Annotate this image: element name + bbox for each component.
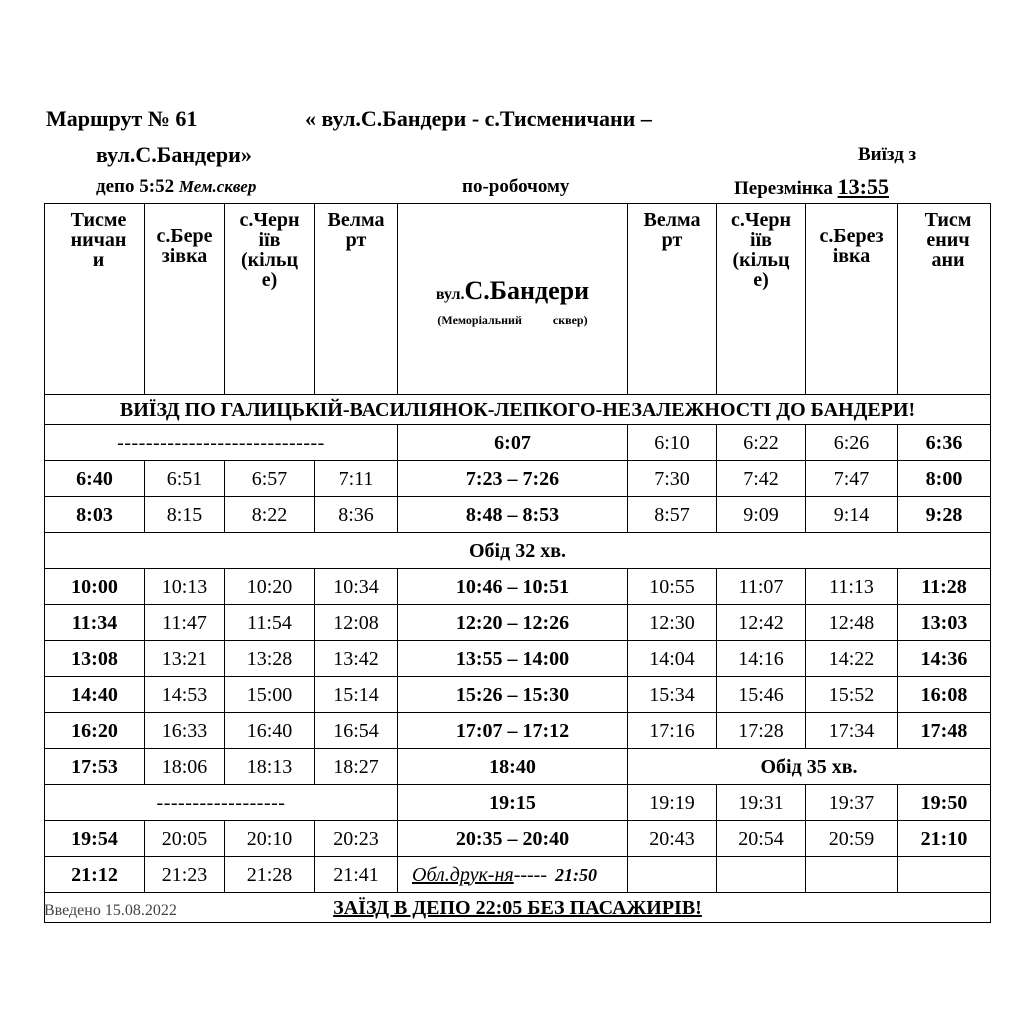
time-cell: 20:43	[628, 821, 717, 857]
time-cell: 12:48	[806, 605, 898, 641]
col-header-tysmenychany: Тисме ничан и	[45, 204, 145, 395]
table-row	[45, 677, 991, 713]
depot-line	[96, 176, 256, 198]
center-time: 12:20 – 12:26	[398, 605, 628, 641]
time-cell: 19:31	[717, 785, 806, 821]
time-cell: 19:37	[806, 785, 898, 821]
time-cell-start: 10:00	[45, 569, 145, 605]
time-cell-start: 14:40	[45, 677, 145, 713]
table-row	[45, 497, 991, 533]
time-cell-start: 13:08	[45, 641, 145, 677]
clipped-footnote: Введено 15.08.2022	[44, 902, 177, 919]
time-cell-end: 9:28	[898, 497, 991, 533]
table-row	[45, 857, 991, 893]
time-cell: 21:28	[225, 857, 315, 893]
time-cell-end: 17:48	[898, 713, 991, 749]
exit-label: Виїзд з	[858, 144, 917, 165]
table-row	[45, 821, 991, 857]
print-shop-note: Обл.друк-ня----- 21:50	[398, 857, 628, 893]
time-cell: 14:22	[806, 641, 898, 677]
time-cell: 11:07	[717, 569, 806, 605]
time-cell: 20:59	[806, 821, 898, 857]
table-row	[45, 605, 991, 641]
center-time: 17:07 – 17:12	[398, 713, 628, 749]
col-header-bandery: вул.С.Бандери (Меморіальний сквер)	[398, 204, 628, 395]
center-time: 18:40	[398, 749, 628, 785]
depot-place: Мем.сквер	[178, 177, 257, 196]
time-cell-end: 11:28	[898, 569, 991, 605]
time-cell-start: 19:54	[45, 821, 145, 857]
route-description-line2: вул.С.Бандери»	[96, 142, 252, 167]
time-cell: 18:06	[145, 749, 225, 785]
time-cell: 21:41	[315, 857, 398, 893]
empty-cell	[628, 857, 717, 893]
empty-dashes: -----------------------------	[45, 425, 398, 461]
table-row	[45, 713, 991, 749]
lunch-break: Обід 32 хв.	[45, 533, 991, 569]
time-cell: 7:30	[628, 461, 717, 497]
time-cell: 15:00	[225, 677, 315, 713]
route-banner: ВИЇЗД ПО ГАЛИЦЬКІЙ-ВАСИЛІЯНОК-ЛЕПКОГО-НЕЗАЛЕЖНОСТІ ДО БАНДЕРИ!	[45, 395, 991, 425]
time-cell: 7:11	[315, 461, 398, 497]
time-cell: 18:27	[315, 749, 398, 785]
time-cell: 16:33	[145, 713, 225, 749]
time-cell-end: 13:03	[898, 605, 991, 641]
time-cell: 6:26	[806, 425, 898, 461]
col-header-velmart: Велма рт	[315, 204, 398, 395]
banner-row	[45, 395, 991, 425]
time-cell-end: 21:10	[898, 821, 991, 857]
table-row	[45, 749, 991, 785]
table-row	[45, 569, 991, 605]
lunch-row	[45, 533, 991, 569]
time-cell: 10:20	[225, 569, 315, 605]
time-cell: 20:54	[717, 821, 806, 857]
center-time: 15:26 – 15:30	[398, 677, 628, 713]
col-header-cherniiv-return: с.Черн іїв (кільц е)	[717, 204, 806, 395]
time-cell: 13:42	[315, 641, 398, 677]
depot-return-note: ЗАЇЗД В ДЕПО 22:05 БЕЗ ПАСАЖИРІВ!	[45, 893, 991, 923]
time-cell: 10:13	[145, 569, 225, 605]
interchange-line	[734, 174, 889, 200]
time-cell-end: 6:36	[898, 425, 991, 461]
time-cell: 15:52	[806, 677, 898, 713]
time-cell-start: 21:12	[45, 857, 145, 893]
time-cell: 20:05	[145, 821, 225, 857]
time-cell: 20:10	[225, 821, 315, 857]
time-cell: 8:36	[315, 497, 398, 533]
center-time: 7:23 – 7:26	[398, 461, 628, 497]
time-cell: 17:34	[806, 713, 898, 749]
empty-cell	[717, 857, 806, 893]
time-cell: 10:55	[628, 569, 717, 605]
time-cell: 9:09	[717, 497, 806, 533]
interchange-label: Перезмінка	[734, 178, 833, 199]
time-cell: 8:15	[145, 497, 225, 533]
time-cell: 18:13	[225, 749, 315, 785]
col-header-cherniiv: с.Черн іїв (кільц е)	[225, 204, 315, 395]
time-cell: 12:08	[315, 605, 398, 641]
time-cell-start: 17:53	[45, 749, 145, 785]
center-time: 20:35 – 20:40	[398, 821, 628, 857]
time-cell: 6:57	[225, 461, 315, 497]
time-cell-start: 11:34	[45, 605, 145, 641]
time-cell: 16:40	[225, 713, 315, 749]
time-cell-start: 6:40	[45, 461, 145, 497]
time-cell: 11:13	[806, 569, 898, 605]
empty-dashes: ------------------	[45, 785, 398, 821]
time-cell: 9:14	[806, 497, 898, 533]
time-cell: 6:51	[145, 461, 225, 497]
lunch-break-2: Обід 35 хв.	[628, 749, 991, 785]
time-cell-end: 19:50	[898, 785, 991, 821]
time-cell: 13:21	[145, 641, 225, 677]
center-time: 13:55 – 14:00	[398, 641, 628, 677]
time-cell: 16:54	[315, 713, 398, 749]
table-row	[45, 461, 991, 497]
time-cell: 15:46	[717, 677, 806, 713]
time-cell: 7:42	[717, 461, 806, 497]
empty-cell	[898, 857, 991, 893]
time-cell: 11:54	[225, 605, 315, 641]
time-cell: 8:22	[225, 497, 315, 533]
time-cell: 15:14	[315, 677, 398, 713]
time-cell: 10:34	[315, 569, 398, 605]
time-cell: 11:47	[145, 605, 225, 641]
time-cell: 15:34	[628, 677, 717, 713]
time-cell: 12:30	[628, 605, 717, 641]
time-cell: 6:22	[717, 425, 806, 461]
col-header-berezivka: с.Бере зівка	[145, 204, 225, 395]
time-cell: 12:42	[717, 605, 806, 641]
time-cell: 20:23	[315, 821, 398, 857]
center-time: 10:46 – 10:51	[398, 569, 628, 605]
col-header-tysmenychany-return: Тисм енич ани	[898, 204, 991, 395]
table-row	[45, 641, 991, 677]
interchange-time: 13:55	[837, 174, 889, 199]
timetable	[44, 203, 991, 923]
time-cell: 8:57	[628, 497, 717, 533]
col-header-velmart-return: Велма рт	[628, 204, 717, 395]
time-cell-end: 8:00	[898, 461, 991, 497]
time-cell-end: 14:36	[898, 641, 991, 677]
route-description-line1: « вул.С.Бандери - с.Тисменичани –	[305, 106, 652, 131]
time-cell: 17:28	[717, 713, 806, 749]
time-cell-end: 16:08	[898, 677, 991, 713]
time-cell-start: 8:03	[45, 497, 145, 533]
schedule-type: по-робочому	[462, 176, 570, 197]
time-cell: 14:04	[628, 641, 717, 677]
route-number: Маршрут № 61	[46, 106, 198, 131]
time-cell: 14:53	[145, 677, 225, 713]
time-cell: 13:28	[225, 641, 315, 677]
col-header-berezivka-return: с.Берез івка	[806, 204, 898, 395]
table-row	[45, 425, 991, 461]
time-cell: 7:47	[806, 461, 898, 497]
time-cell: 6:10	[628, 425, 717, 461]
time-cell: 21:23	[145, 857, 225, 893]
table-header-row	[45, 204, 991, 395]
depot-time: депо 5:52	[96, 176, 175, 197]
empty-cell	[806, 857, 898, 893]
center-time: 6:07	[398, 425, 628, 461]
center-time: 19:15	[398, 785, 628, 821]
center-time: 8:48 – 8:53	[398, 497, 628, 533]
time-cell: 17:16	[628, 713, 717, 749]
time-cell-start: 16:20	[45, 713, 145, 749]
table-row	[45, 785, 991, 821]
time-cell: 19:19	[628, 785, 717, 821]
time-cell: 14:16	[717, 641, 806, 677]
